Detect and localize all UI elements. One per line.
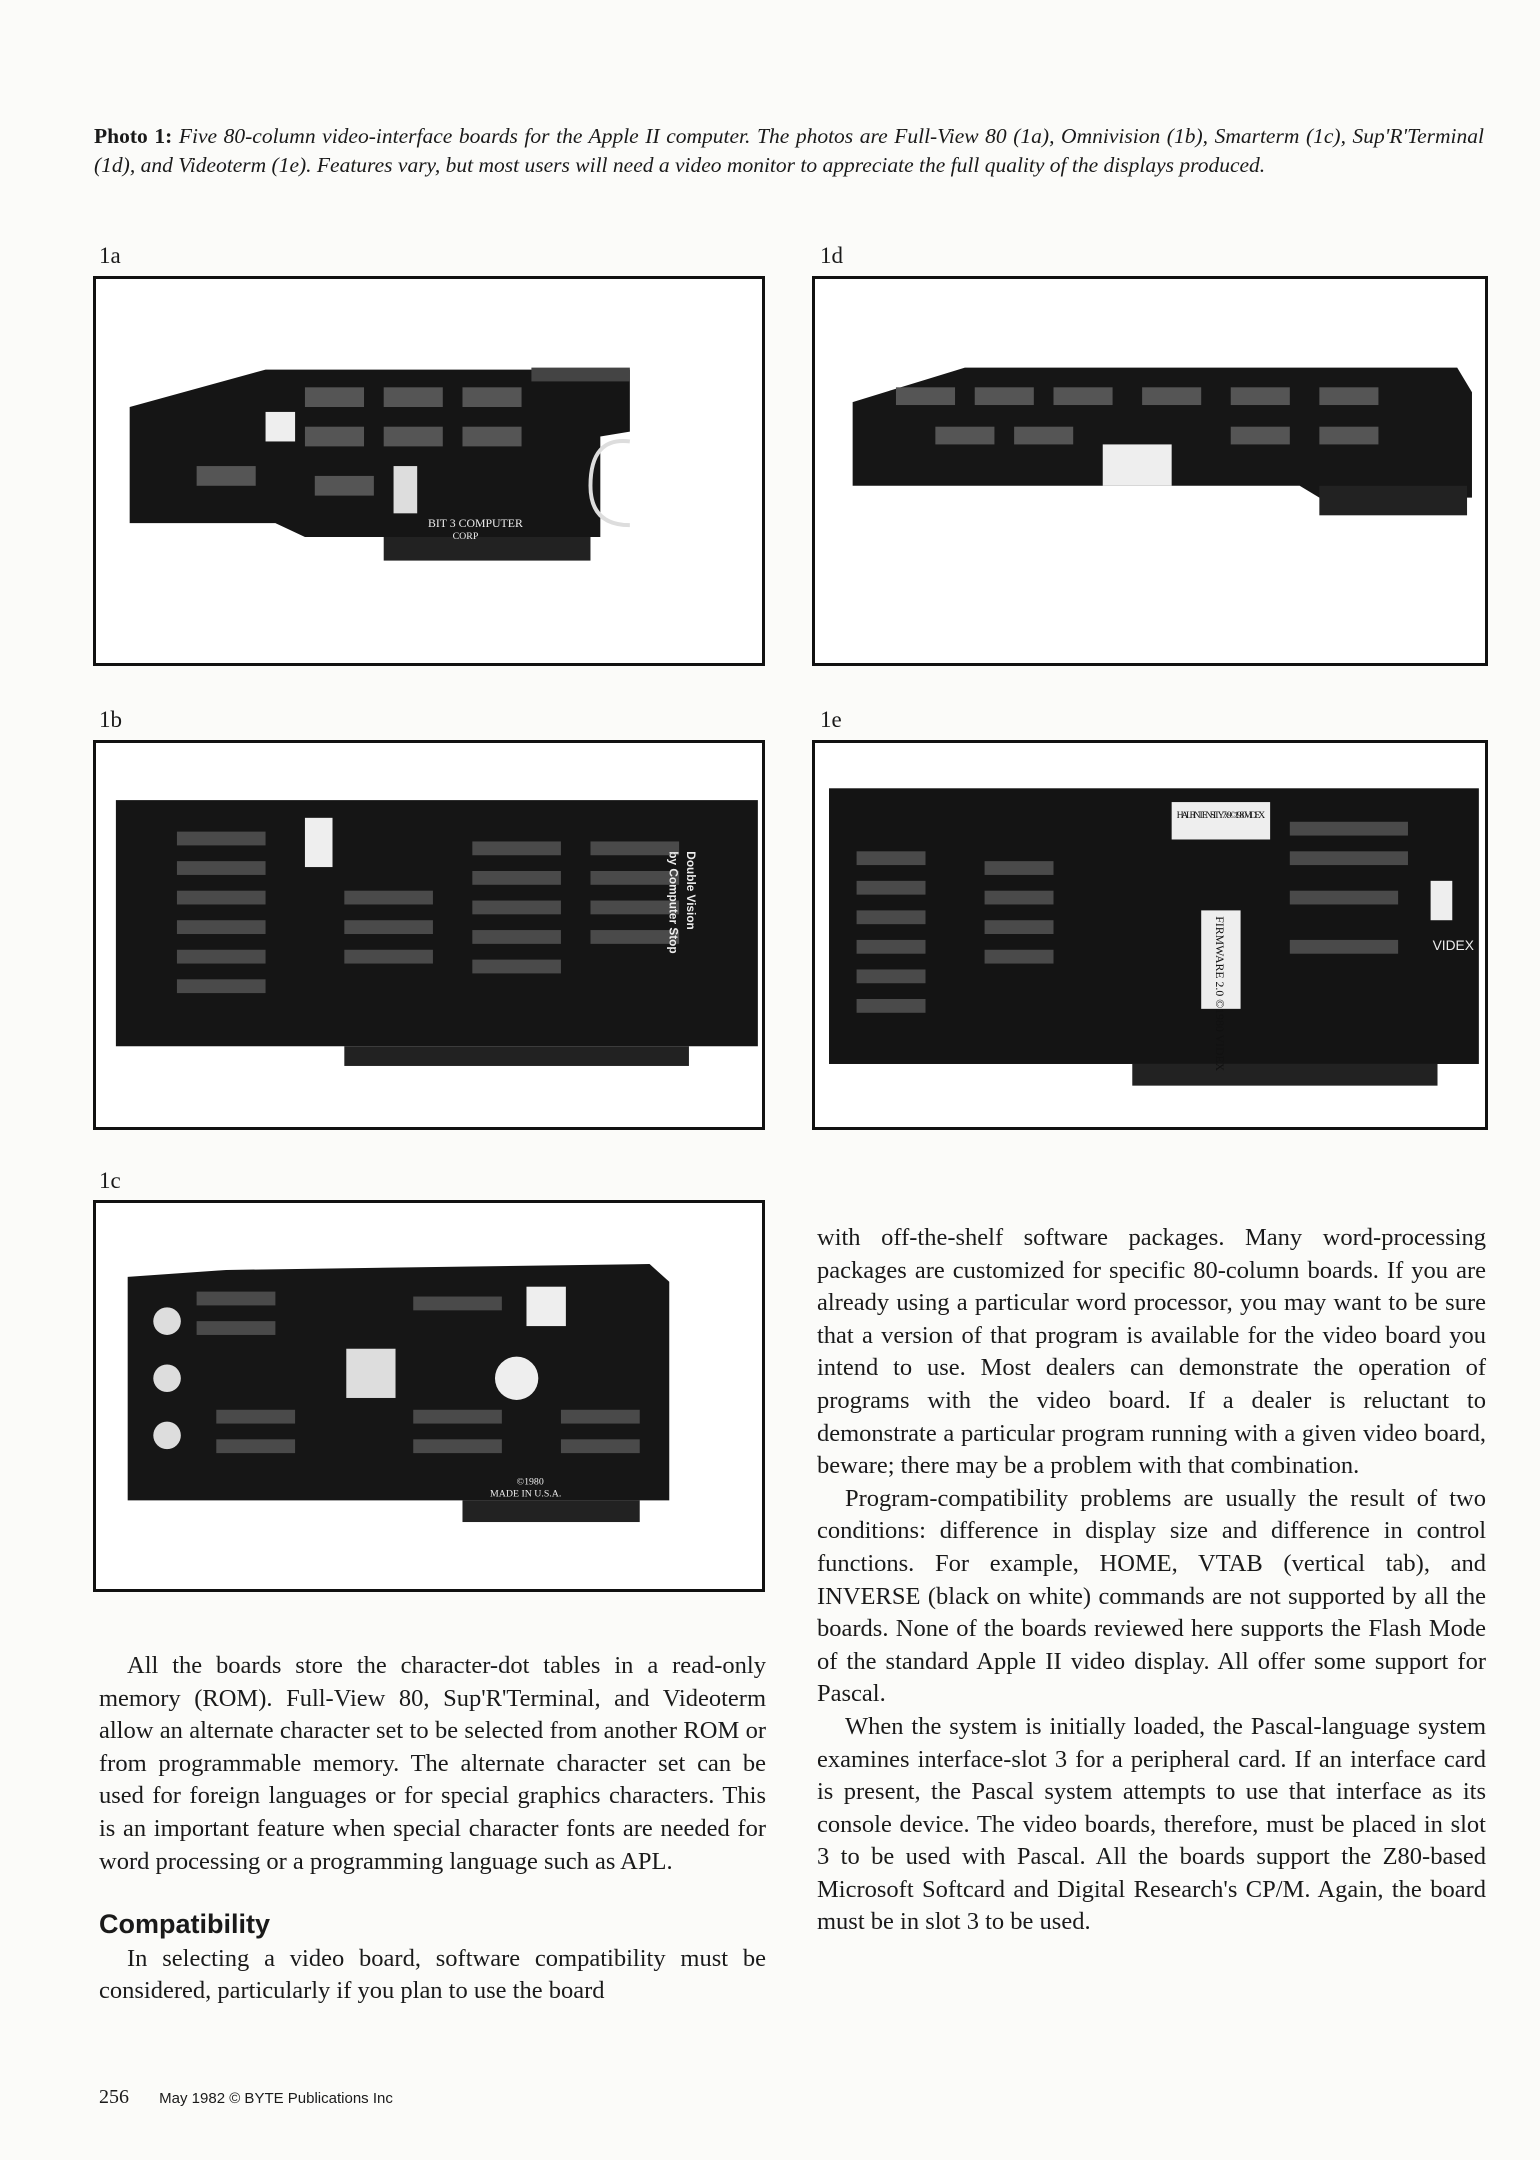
- photo-caption: [94, 122, 1484, 180]
- page-number: 256: [99, 2086, 129, 2108]
- caption-text: Five 80-column video-interface boards for the Apple II computer. The photos are Full-View 80 (1a), Omnivision (1b), Smarterm (1c), Sup'R'Terminal (1d), and Videoterm (1e). Features vary, but most users will need a video monitor to appreciate the full quality of the displays produced.: [94, 124, 1484, 177]
- board-image-1e: [815, 743, 1485, 1127]
- photo-label-1e: 1e: [820, 707, 842, 732]
- board-print-1a-1: BIT 3 COMPUTER: [428, 516, 523, 531]
- board-image-1a: [96, 279, 762, 663]
- paragraph-right-2: Program-compatibility problems are usually the result of two conditions: difference in display size and difference in control functions. For example, HOME, VTAB (vertical tab), and INVERSE (black on white) commands are not supported by all the boards. None of the boards reviewed here supports the Flash Mode of the standard Apple II video display. All offer some support for Pascal.: [817, 1484, 1486, 1708]
- photo-label-1c: 1c: [99, 1168, 121, 1193]
- board-image-1c: [96, 1203, 762, 1589]
- photo-1d: [812, 276, 1488, 666]
- paragraph-left-2: In selecting a video board, software compatibility must be considered, particularly if you plan to use the board: [99, 1944, 766, 2005]
- page-footer: [99, 2086, 393, 2109]
- section-heading-compatibility: Compatibility: [99, 1909, 271, 1940]
- board-print-1e-3: VIDEX: [1432, 937, 1474, 953]
- photo-label-1a: 1a: [99, 243, 121, 268]
- board-print-1c-2: ©1980: [516, 1476, 544, 1488]
- board-print-1b-2: by Computer Stop: [666, 851, 681, 954]
- photo-label-1b: 1b: [99, 707, 122, 732]
- board-image-1d: [815, 279, 1485, 663]
- board-print-1a-2: CORP: [452, 530, 479, 542]
- caption-label: Photo 1:: [94, 124, 173, 148]
- photo-1b: [93, 740, 765, 1130]
- footer-credit: May 1982 © BYTE Publications Inc: [159, 2090, 393, 2107]
- photo-1a: [93, 276, 765, 666]
- left-column: [99, 1650, 766, 2008]
- photo-1c: [93, 1200, 765, 1592]
- right-column: [817, 1222, 1486, 1939]
- paragraph-right-1: with off-the-shelf software packages. Many word-processing packages are customized for specific 80-column boards. If you are already using a particular word processor, you may want to be sure that a version of that program is available for the video board you intend to use. Most dealers can demonstrate the operation of programs with the video board. If a dealer is reluctant to demonstrate a particular program running with a given video board, beware; there may be a problem with that combination.: [817, 1224, 1486, 1480]
- board-image-1b: [96, 743, 762, 1127]
- paragraph-left-1: All the boards store the character-dot tables in a read-only memory (ROM). Full-View 80, Sup'R'Terminal, and Videoterm allow an alternate character set to be selected from another ROM or from programmable memory. The alternate character set can be used for foreign languages or for special graphics characters. This is an important feature when special character fonts are needed for word processing or a programming language such as APL.: [99, 1652, 766, 1875]
- board-print-1c-1: MADE IN U.S.A.: [490, 1488, 562, 1500]
- paragraph-right-3: When the system is initially loaded, the Pascal-language system examines interface-slot 3 for a peripheral card. If an interface card is present, the Pascal system attempts to use that interface as its console device. The video boards, therefore, must be placed in slot 3 to be used with Pascal. All the boards support the Z80-based Microsoft Softcard and Digital Research's CP/M. Again, the board must be in slot 3 to be used.: [817, 1712, 1486, 1936]
- photo-label-1d: 1d: [820, 243, 843, 268]
- photo-1e: [812, 740, 1488, 1130]
- board-print-1e-1: HALF INTENSITY 7x9 ©1980 VIDEX: [1176, 809, 1266, 821]
- board-print-1e-2: FIRMWARE 2.0 ©1980 VIDEX: [1212, 916, 1227, 1072]
- board-print-1b-1: Double Vision: [683, 851, 698, 930]
